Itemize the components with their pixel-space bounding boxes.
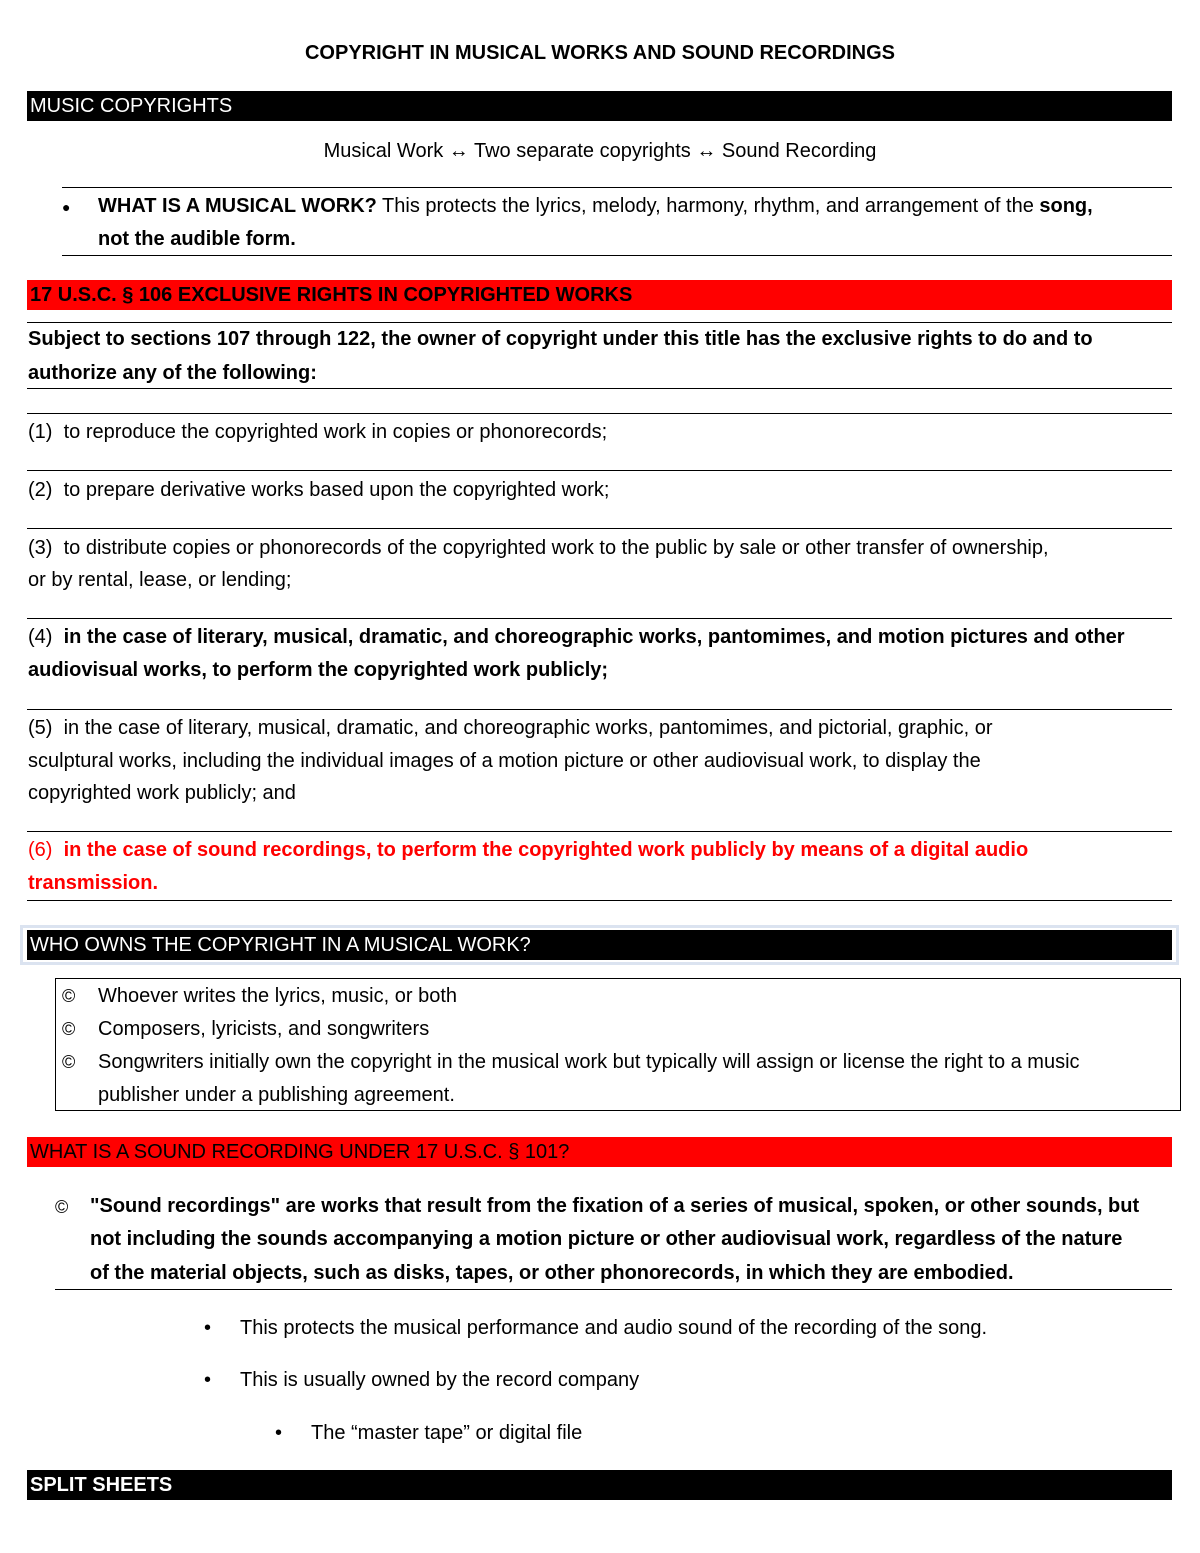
who-owns-item-cont: publisher under a publishing agreement. [98, 1084, 455, 1106]
right-5 [28, 712, 993, 744]
bullet-icon: • [204, 1317, 212, 1339]
divider [27, 900, 1172, 901]
right-number: (1) [28, 421, 53, 443]
right-text: to distribute copies or phonorecords of the copyrighted work to the public by sale or other transfer of ownership, [63, 537, 1049, 559]
divider [27, 413, 1172, 414]
divider [27, 528, 1172, 529]
section-106-intro-line1: Subject to sections 107 through 122, the owner of copyright under this title has the exclusive rights to do and to [28, 328, 1093, 350]
right-6-line2: transmission. [28, 872, 159, 894]
right-5-line3: copyrighted work publicly; and [28, 782, 296, 804]
musical-work-text: This protects the lyrics, melody, harmony, rhythm, and arrangement of the [376, 195, 1040, 217]
page-title: COPYRIGHT IN MUSICAL WORKS AND SOUND RECORDINGS [304, 42, 896, 64]
sound-recording-point: This is usually owned by the record company [240, 1369, 640, 1391]
copyright-icon: © [62, 986, 76, 1006]
right-3-line2: or by rental, lease, or lending; [28, 569, 292, 591]
sound-recording-subpoint: The “master tape” or digital file [311, 1422, 583, 1444]
right-number: (3) [28, 537, 53, 559]
bullet-icon: • [275, 1422, 283, 1444]
right-4-line2: audiovisual works, to perform the copyrighted work publicly; [28, 659, 609, 681]
right-text: in the case of literary, musical, dramatic, and choreographic works, pantomimes, and motion pictures and other [63, 626, 1125, 648]
right-6 [28, 834, 1028, 866]
right-5-line2: sculptural works, including the individual images of a motion picture or other audiovisual work, to display the [28, 750, 981, 772]
copyright-icon: © [62, 1019, 76, 1039]
divider [27, 470, 1172, 471]
musical-work-definition [98, 190, 1173, 222]
section-106-heading: 17 U.S.C. § 106 EXCLUSIVE RIGHTS IN COPYRIGHTED WORKS [27, 280, 1172, 310]
right-number: (2) [28, 479, 53, 501]
right-text: to prepare derivative works based upon the copyrighted work; [63, 479, 610, 501]
who-owns-item: Composers, lyricists, and songwriters [98, 1018, 430, 1040]
bullet-icon: • [204, 1369, 212, 1391]
right-text: to reproduce the copyrighted work in copies or phonorecords; [63, 421, 608, 443]
right-number: (6) [28, 839, 53, 861]
sound-recording-definition: not including the sounds accompanying a motion picture or other audiovisual work, regardless of the nature [90, 1228, 1123, 1250]
sound-recording-heading: WHAT IS A SOUND RECORDING UNDER 17 U.S.C. § 101? [27, 1137, 1172, 1167]
divider [27, 831, 1172, 832]
right-number: (4) [28, 626, 53, 648]
divider [27, 618, 1172, 619]
section-106-intro-line2: authorize any of the following: [28, 362, 317, 384]
right-number: (5) [28, 717, 53, 739]
who-owns-heading: WHO OWNS THE COPYRIGHT IN A MUSICAL WORK? [27, 930, 1172, 960]
divider [27, 388, 1172, 389]
who-owns-item: Songwriters initially own the copyright in the musical work but typically will assign or license the right to a music [98, 1051, 1080, 1073]
divider [62, 187, 1172, 188]
musical-work-bold-form: not the audible form. [98, 228, 296, 250]
right-text: in the case of literary, musical, dramatic, and choreographic works, pantomimes, and pictorial, graphic, or [63, 717, 993, 739]
bullet-icon: ● [62, 199, 71, 215]
sound-recording-definition: "Sound recordings" are works that result from the fixation of a series of musical, spoken, or other sounds, but [90, 1195, 1140, 1217]
right-2 [28, 474, 609, 506]
musical-work-label: WHAT IS A MUSICAL WORK? [98, 195, 377, 217]
split-sheets-heading: SPLIT SHEETS [27, 1470, 1172, 1500]
music-copyrights-heading: MUSIC COPYRIGHTS [27, 91, 1172, 121]
divider [62, 255, 1172, 256]
divider [27, 709, 1172, 710]
copyright-icon: © [62, 1052, 76, 1072]
right-text: in the case of sound recordings, to perform the copyrighted work publicly by means of a digital audio [63, 839, 1029, 861]
divider [55, 1289, 1172, 1290]
sound-recording-definition: of the material objects, such as disks, tapes, or other phonorecords, in which they are embodied. [90, 1262, 1014, 1284]
right-1 [28, 416, 607, 448]
who-owns-item: Whoever writes the lyrics, music, or both [98, 985, 457, 1007]
right-3 [28, 532, 1049, 564]
copyright-icon: © [55, 1197, 69, 1217]
right-4 [28, 621, 1125, 653]
sound-recording-point: This protects the musical performance and audio sound of the recording of the song. [240, 1317, 988, 1339]
copyright-relation: Musical Work ↔ Two separate copyrights ↔ Sound Recording [323, 140, 877, 162]
musical-work-bold-song: song, [1039, 195, 1093, 217]
